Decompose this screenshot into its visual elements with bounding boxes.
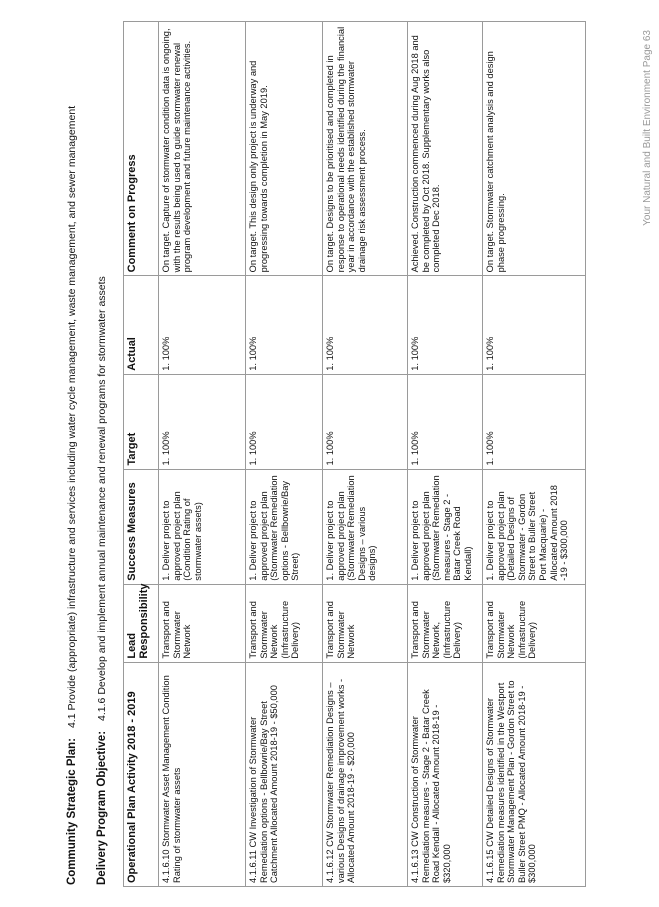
col-header-lead: Lead Responsibility <box>124 584 159 662</box>
cell-activity: 4.1.6.13 CW Construction of Stormwater Remediation measures - Stage 2 - Batar Creek Road Kendall - Allocated Amount 2018-19 - $320,000 <box>408 662 483 886</box>
cell-actual: 1. 100% <box>246 276 323 374</box>
cell-comment: On target. Stormwater catchment analysis and design phase progressing. <box>483 22 586 276</box>
operational-plan-table <box>123 21 586 887</box>
cell-actual: 1. 100% <box>159 276 246 374</box>
page-footer: Your Natural and Built Environment Page 63 <box>642 30 653 226</box>
cell-measures: 1. Deliver project to approved project plan (Detailed Designs of Stormwater - Gordon Street to Buller Street Port Macquarie) - Allocated Amount 2018 -19 - $300,000 <box>483 469 586 584</box>
col-header-target: Target <box>124 374 159 469</box>
table-row <box>159 22 246 887</box>
cell-measures: 1. Deliver project to approved project plan (Stormwater Remediation options - Bellbowrie/Bay Street) <box>246 469 323 584</box>
cell-target: 1. 100% <box>408 374 483 469</box>
cell-lead: Transport and Stormwater Network <box>323 584 408 662</box>
col-header-activity: Operational Plan Activity 2018 - 2019 <box>124 662 159 886</box>
cell-target: 1. 100% <box>159 374 246 469</box>
cell-target: 1. 100% <box>246 374 323 469</box>
cell-target: 1. 100% <box>483 374 586 469</box>
table-row <box>408 22 483 887</box>
col-header-measures: Success Measures <box>124 469 159 584</box>
cell-comment: On target. This design only project is underway and progressing towards completion in May 2019. <box>246 22 323 276</box>
strategic-plan-label: Community Strategic Plan: <box>66 738 78 885</box>
cell-activity: 4.1.6.15 CW Detailed Designs of Stormwater Remediation measures identified in the Westport Stormwater Management Plan - Gordon Street to Buller Street PMQ - Allocated Amount 2018-19 - $300,000 <box>483 662 586 886</box>
cell-lead: Transport and Stormwater Network <box>159 584 246 662</box>
cell-actual: 1. 100% <box>483 276 586 374</box>
cell-activity: 4.1.6.10 Stormwater Asset Management Condition Rating of stormwater assets <box>159 662 246 886</box>
cell-target: 1. 100% <box>323 374 408 469</box>
table-row <box>323 22 408 887</box>
cell-comment: On target. Capture of stormwater condition data is ongoing, with the results being used to guide stormwater renewal program development and future maintenance activities. <box>159 22 246 276</box>
cell-activity: 4.1.6.12 CW Stormwater Remediation Designs – various Designs of drainage improvement works - Allocated Amount 2018-19 - $20,000 <box>323 662 408 886</box>
delivery-objective-line <box>96 276 108 885</box>
col-header-comment: Comment on Progress <box>124 22 159 276</box>
cell-measures: 1. Deliver project to approved project plan (Condition Rating of stormwater assets) <box>159 469 246 584</box>
cell-actual: 1. 100% <box>323 276 408 374</box>
cell-activity: 4.1.6.11 CW Investigation of Stormwater Remediation options - Bellbowrie/Bay Street Catchment Allocated Amount 2018-19 - $50,000 <box>246 662 323 886</box>
strategic-plan-line <box>66 106 78 885</box>
cell-measures: 1. Deliver project to approved project plan (Stormwater Remediation measures - Stage 2 - Batar Creek Road Kendall) <box>408 469 483 584</box>
cell-lead: Transport and Stormwater Network (Infrastructure Delivery) <box>246 584 323 662</box>
cell-comment: On target. Designs to be prioritised and completed in response to operational needs identified during the financial year in accordance with the established stormwater drainage risk assessment process. <box>323 22 408 276</box>
table-row <box>483 22 586 887</box>
cell-lead: Transport and Stormwater Network (Infrastructure Delivery) <box>483 584 586 662</box>
strategic-plan-value: 4.1 Provide (appropriate) infrastructure and services including water cycle management, waste management, and sewer management <box>66 105 78 729</box>
delivery-objective-value: 4.1.6 Develop and implement annual maintenance and renewal programs for stormwater assets <box>96 276 108 721</box>
cell-comment: Achieved. Construction commenced during Aug 2018 and be completed by Oct 2018. Supplementary works also completed Dec 2018. <box>408 22 483 276</box>
delivery-objective-label: Delivery Program Objective: <box>96 730 108 885</box>
cell-actual: 1. 100% <box>408 276 483 374</box>
table-row <box>246 22 323 887</box>
table-header-row <box>124 22 159 887</box>
cell-measures: 1. Deliver project to approved project plan (Stormwater Remediation Designs – various designs) <box>323 469 408 584</box>
col-header-actual: Actual <box>124 276 159 374</box>
cell-lead: Transport and Stormwater Network, (Infrastructure Delivery) <box>408 584 483 662</box>
